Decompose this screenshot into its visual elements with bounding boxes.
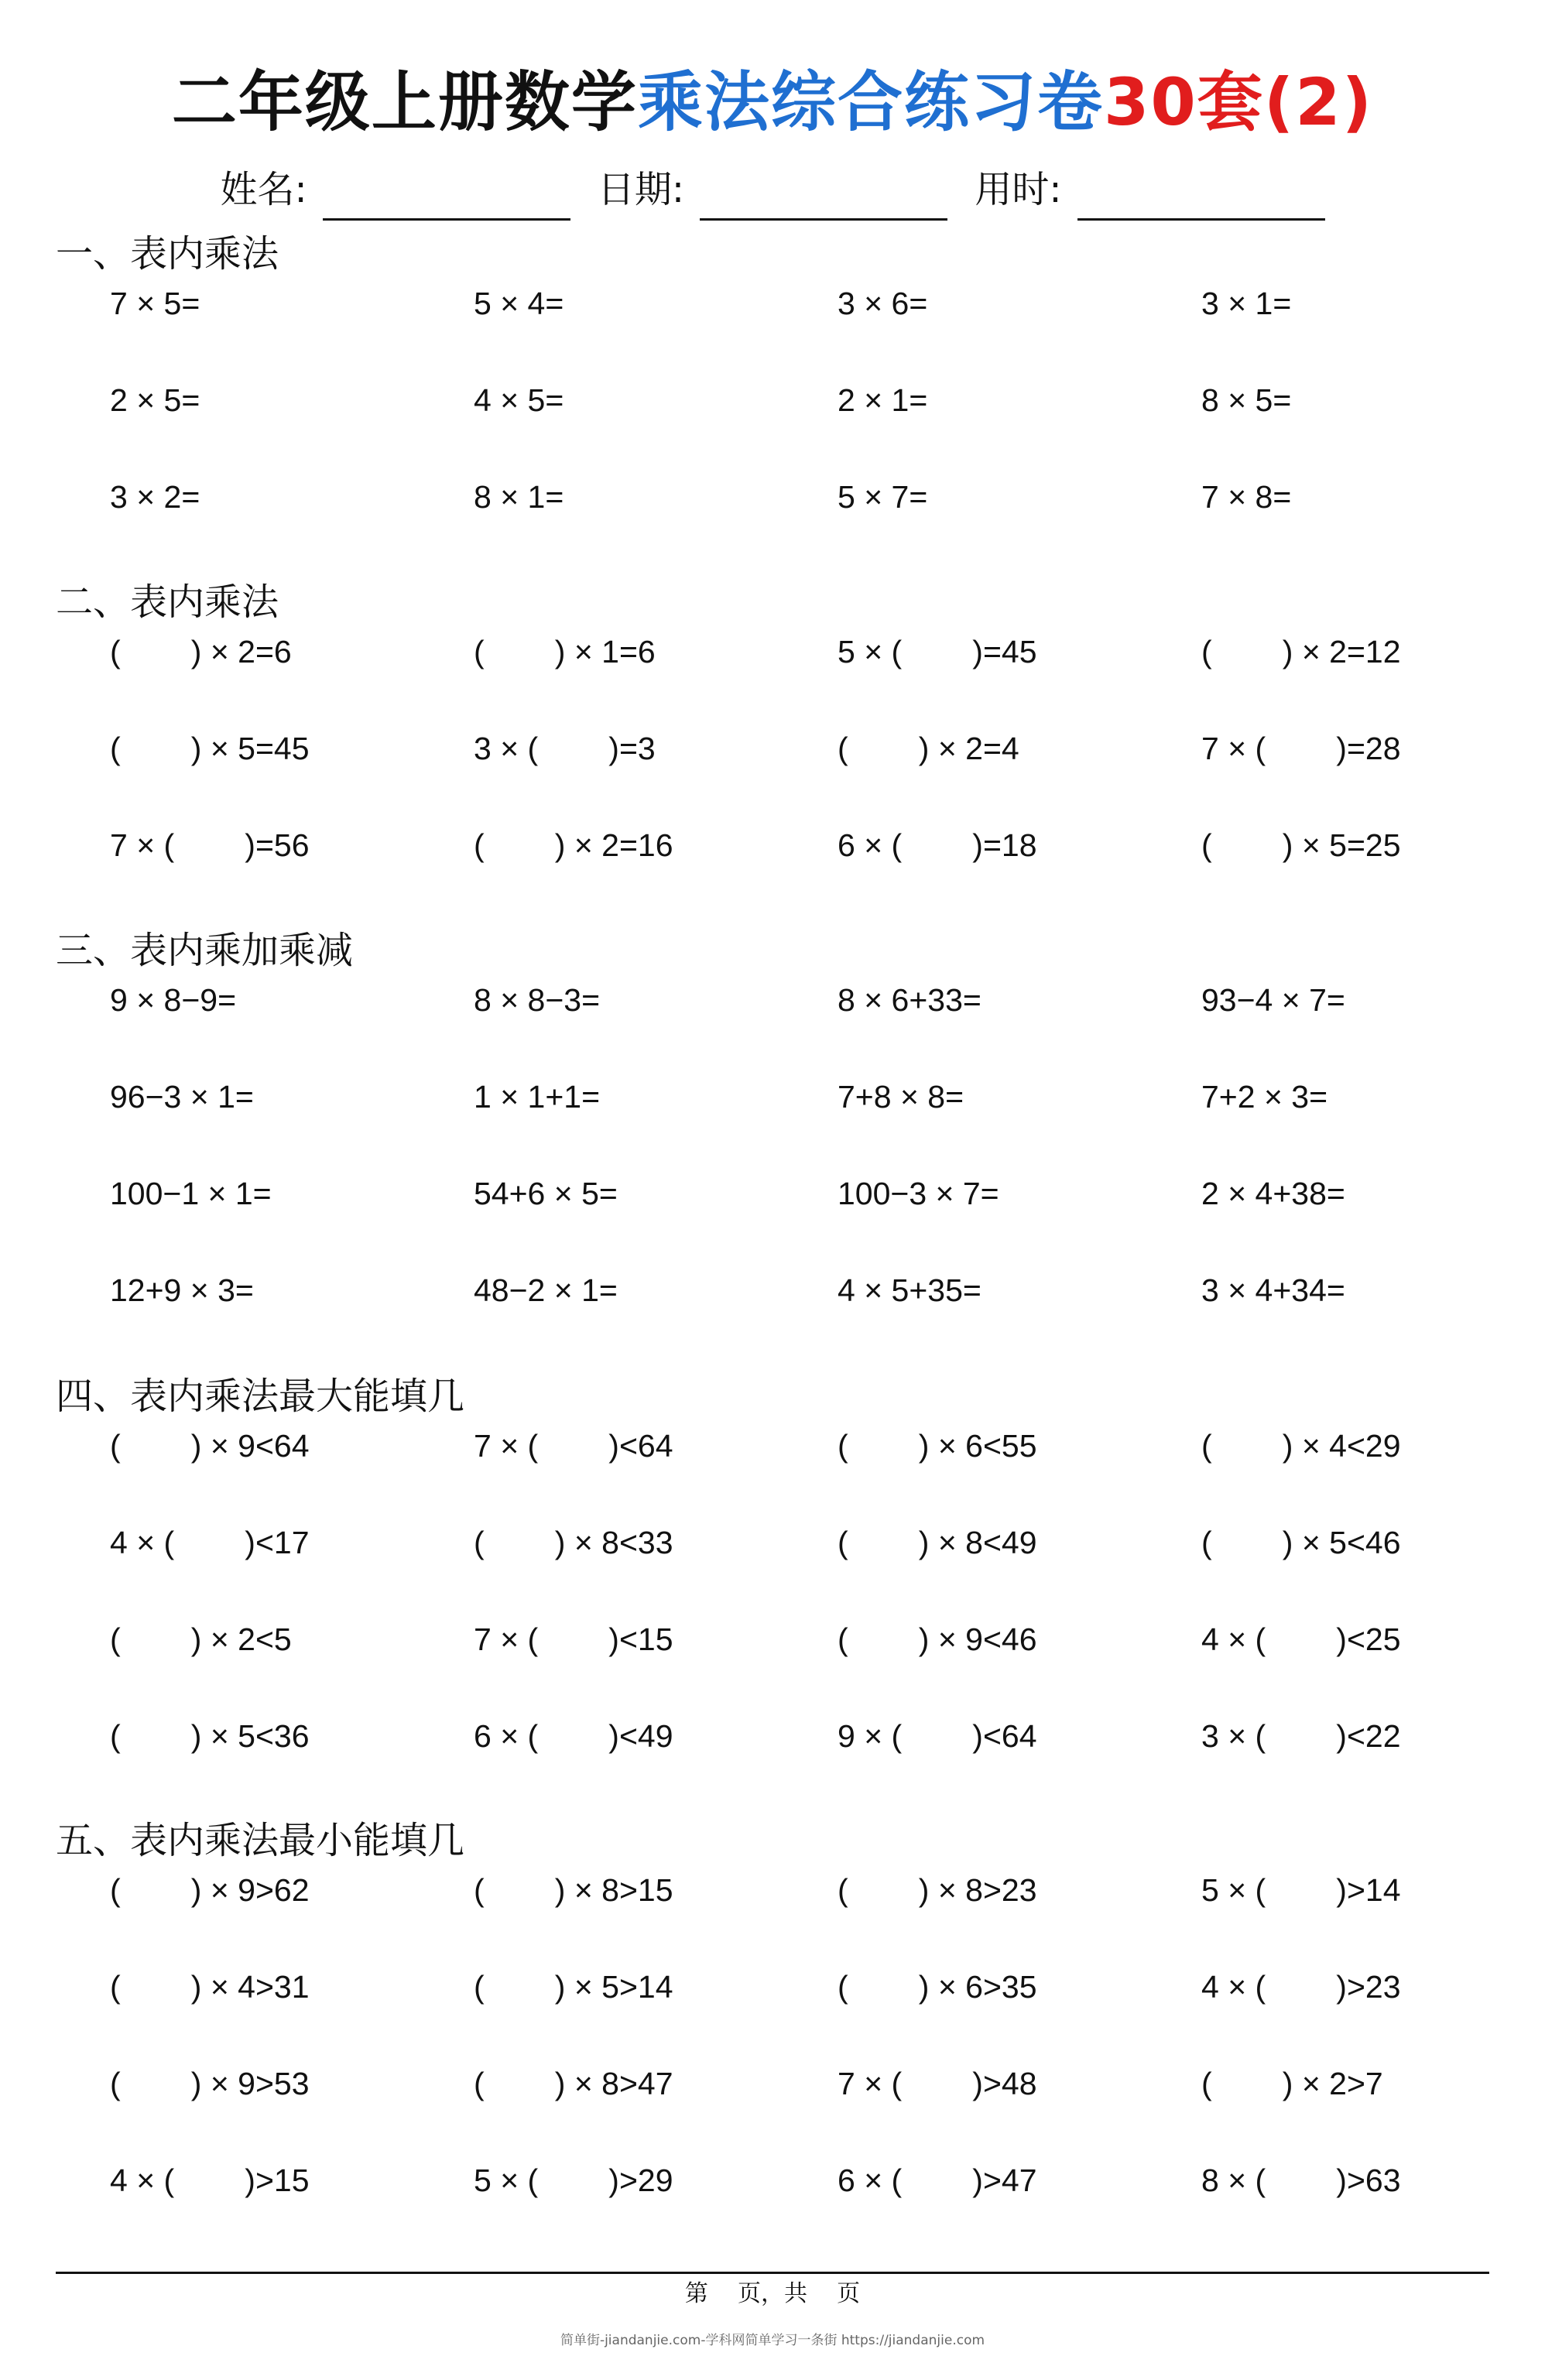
math-problem: ( ) × 9<46 [838, 1621, 1037, 1657]
math-problem: 5 × ( )>14 [1201, 1872, 1401, 1908]
math-problem: 6 × ( )=18 [838, 827, 1037, 863]
footer-divider [56, 2272, 1489, 2274]
name-blank[interactable] [323, 178, 570, 221]
section-heading: 四、表内乘法最大能填几 [56, 1375, 465, 1418]
math-problem: 3 × 2= [110, 479, 200, 515]
math-problem: 7 × ( )=28 [1201, 731, 1401, 766]
math-problem: ( ) × 5<36 [110, 1718, 310, 1754]
math-problem: 2 × 1= [838, 382, 928, 418]
math-problem: 6 × ( )>47 [838, 2163, 1037, 2198]
math-problem: 3 × 6= [838, 286, 928, 321]
title-grade-part: 二年级上册数学 [171, 64, 638, 140]
math-problem: 93−4 × 7= [1201, 982, 1345, 1018]
math-problem: 7+2 × 3= [1201, 1079, 1328, 1115]
section-heading: 二、表内乘法 [56, 580, 279, 624]
math-problem: ( ) × 8>23 [838, 1872, 1037, 1908]
math-problem: 54+6 × 5= [474, 1176, 618, 1211]
math-problem: ( ) × 5>14 [474, 1969, 673, 2005]
math-problem: ( ) × 8<49 [838, 1525, 1037, 1560]
math-problem: 7 × 8= [1201, 479, 1292, 515]
math-problem: ( ) × 4<29 [1201, 1428, 1401, 1464]
page-title [0, 56, 1545, 149]
page-number-label: 第 页，共 页 [684, 2280, 861, 2307]
title-topic-part: 乘法综合练习卷 [637, 64, 1104, 140]
math-problem: 3 × 4+34= [1201, 1272, 1345, 1308]
math-problem: 3 × ( )=3 [474, 731, 656, 766]
math-problem: 6 × ( )<49 [474, 1718, 673, 1754]
math-problem: 8 × 8−3= [474, 982, 601, 1018]
math-problem: ( ) × 2=6 [110, 634, 292, 669]
title-set-part: 30套(2) [1103, 64, 1374, 140]
math-problem: 4 × ( )<25 [1201, 1621, 1401, 1657]
math-problem: 5 × ( )=45 [838, 634, 1037, 669]
date-blank[interactable] [700, 178, 947, 221]
math-problem: 5 × 4= [474, 286, 564, 321]
math-problem: ( ) × 8>47 [474, 2066, 673, 2101]
math-problem: 48−2 × 1= [474, 1272, 618, 1308]
section-heading: 一、表内乘法 [56, 232, 279, 276]
math-problem: ( ) × 1=6 [474, 634, 656, 669]
math-problem: ( ) × 5=25 [1201, 827, 1401, 863]
math-problem: 9 × 8−9= [110, 982, 237, 1018]
math-problem: 8 × 6+33= [838, 982, 981, 1018]
math-problem: ( ) × 9<64 [110, 1428, 310, 1464]
math-problem: 4 × ( )>23 [1201, 1969, 1401, 2005]
math-problem: 4 × 5+35= [838, 1272, 981, 1308]
math-problem: ( ) × 5=45 [110, 731, 310, 766]
student-info-line [0, 159, 1545, 221]
section-heading: 三、表内乘加乘减 [56, 929, 354, 972]
math-problem: 4 × ( )>15 [110, 2163, 310, 2198]
math-problem: 7 × ( )>48 [838, 2066, 1037, 2101]
math-problem: 9 × ( )<64 [838, 1718, 1037, 1754]
math-problem: 12+9 × 3= [110, 1272, 254, 1308]
math-problem: ( ) × 2>7 [1201, 2066, 1383, 2101]
math-problem: 2 × 4+38= [1201, 1176, 1345, 1211]
name-label: 姓名: [220, 168, 307, 211]
math-problem: 7 × ( )<64 [474, 1428, 673, 1464]
math-problem: ( ) × 2=16 [474, 827, 673, 863]
math-problem: 100−1 × 1= [110, 1176, 272, 1211]
math-problem: 5 × ( )>29 [474, 2163, 673, 2198]
math-problem: ( ) × 8<33 [474, 1525, 673, 1560]
math-problem: ( ) × 4>31 [110, 1969, 310, 2005]
math-problem: 7 × ( )<15 [474, 1621, 673, 1657]
time-blank[interactable] [1077, 178, 1325, 221]
math-problem: 3 × ( )<22 [1201, 1718, 1401, 1754]
math-problem: 7+8 × 8= [838, 1079, 964, 1115]
source-watermark: 简单街-jiandanjie.com-学科网简单学习一条街 https://jiandanjie.com [560, 2333, 985, 2348]
math-problem: 1 × 1+1= [474, 1079, 601, 1115]
section-heading: 五、表内乘法最小能填几 [56, 1819, 465, 1862]
math-problem: 8 × ( )>63 [1201, 2163, 1401, 2198]
math-problem: 3 × 1= [1201, 286, 1292, 321]
math-problem: ( ) × 8>15 [474, 1872, 673, 1908]
math-problem: ( ) × 2=4 [838, 731, 1019, 766]
math-problem: ( ) × 2<5 [110, 1621, 292, 1657]
math-problem: ( ) × 6<55 [838, 1428, 1037, 1464]
math-problem: 8 × 1= [474, 479, 564, 515]
math-problem: 8 × 5= [1201, 382, 1292, 418]
math-problem: 7 × 5= [110, 286, 200, 321]
math-problem: 100−3 × 7= [838, 1176, 999, 1211]
date-label: 日期: [597, 168, 685, 211]
time-label: 用时: [975, 168, 1062, 211]
math-problem: 2 × 5= [110, 382, 200, 418]
math-problem: ( ) × 6>35 [838, 1969, 1037, 2005]
math-problem: ( ) × 2=12 [1201, 634, 1401, 669]
math-problem: ( ) × 5<46 [1201, 1525, 1401, 1560]
math-problem: ( ) × 9>53 [110, 2066, 310, 2101]
math-problem: 5 × 7= [838, 479, 928, 515]
math-problem: 96−3 × 1= [110, 1079, 254, 1115]
math-problem: ( ) × 9>62 [110, 1872, 310, 1908]
math-problem: 4 × ( )<17 [110, 1525, 310, 1560]
math-problem: 7 × ( )=56 [110, 827, 310, 863]
math-problem: 4 × 5= [474, 382, 564, 418]
